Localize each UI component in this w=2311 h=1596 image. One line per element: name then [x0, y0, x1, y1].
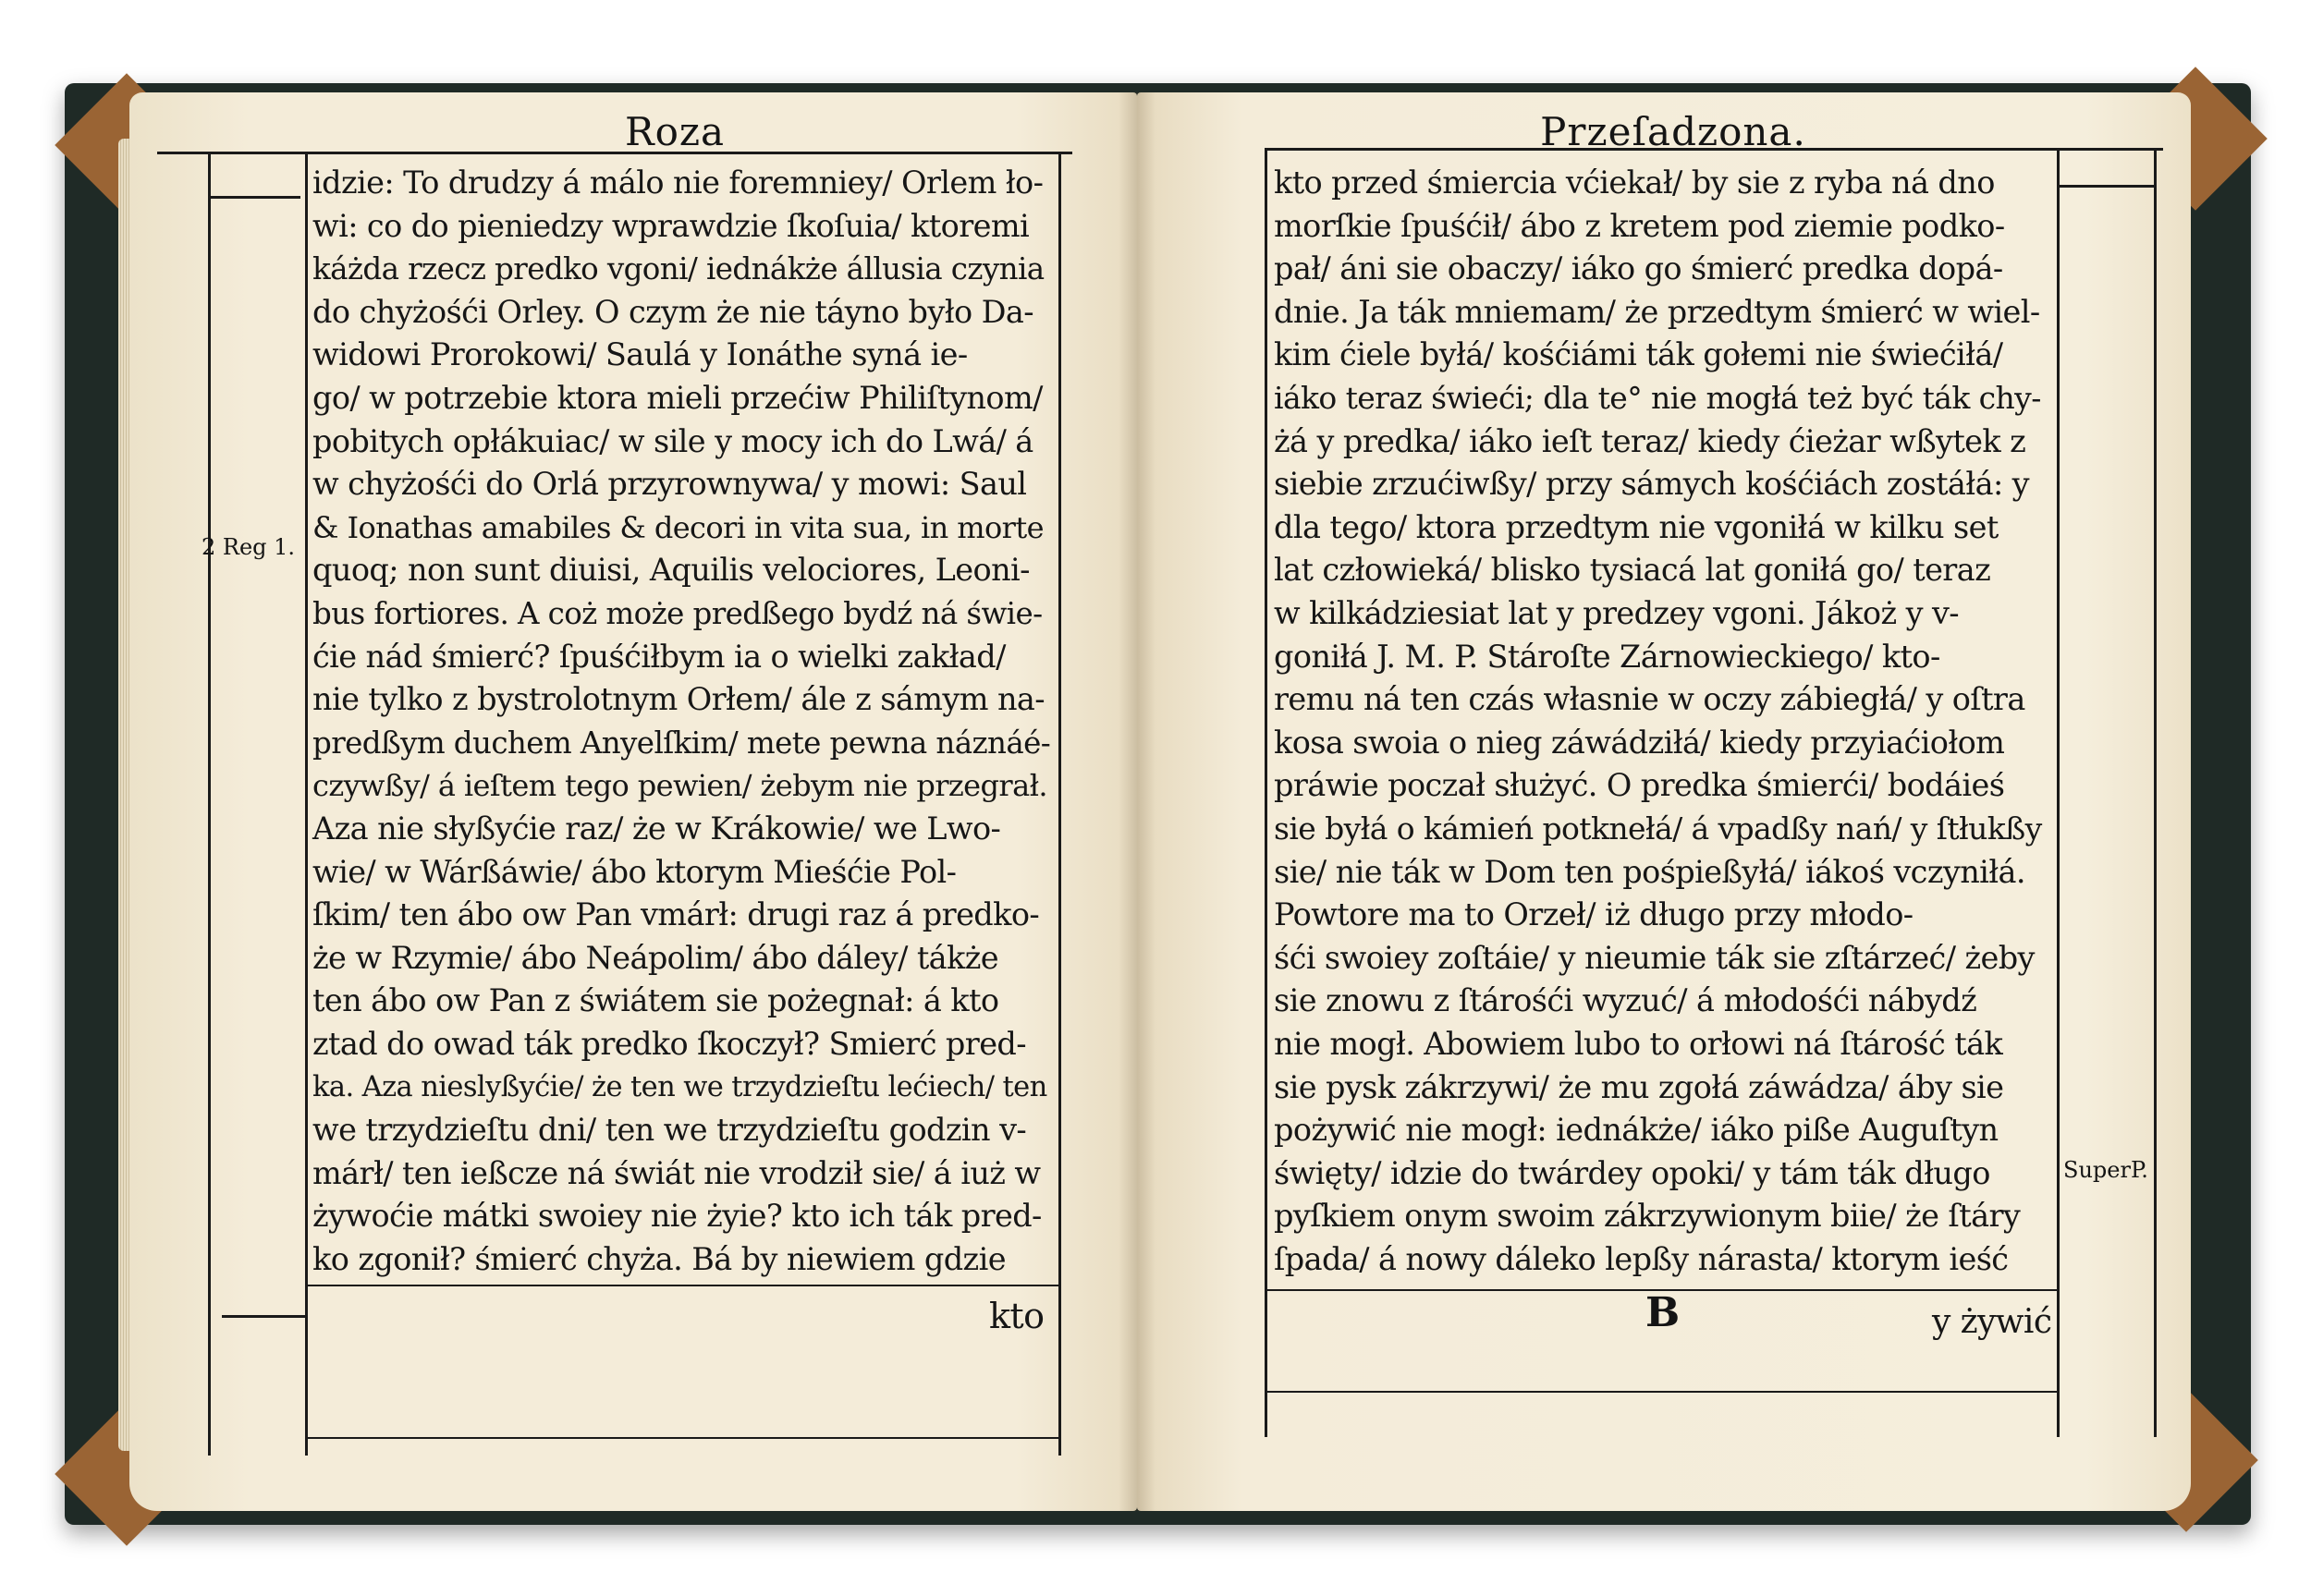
left-bottom-rule [305, 1285, 1058, 1286]
left-text-line: ſkim/ ten ábo ow Pan vmárł: drugi raz á predko- [312, 896, 1040, 933]
right-text-vertical-rule [2057, 148, 2060, 1437]
left-text-line: do chyżośći Orley. O czym że nie táyno było Da- [312, 293, 1033, 330]
left-text-line: w chyżośći do Orlá przyrownywa/ y mowi: Saul [312, 466, 1027, 503]
right-text-line: Powtore ma to Orzeł/ iż długo przy młodo- [1274, 896, 1914, 933]
right-catchword: y żywić [1932, 1303, 2052, 1341]
signature-mark: B [1645, 1289, 1681, 1336]
left-text-line: go/ w potrzebie ktora mieli przećiw Philiſtynom/ [312, 380, 1043, 416]
left-text-line: bus fortiores. A coż może predßego bydź ná świe- [312, 596, 1043, 631]
right-text-line: lat człowieká/ blisko tysiacá lat goniłá go/ teraz [1274, 552, 1991, 589]
right-text-line: iáko teraz świeći; dla te° nie mogłá też być ták chy- [1274, 380, 2041, 416]
left-text-line: nie tylko z bystrolotnym Orłem/ ále z sámym na- [312, 681, 1045, 718]
left-text-line: káżda rzecz predko vgoni/ iednákże állusia czynia [312, 251, 1045, 287]
left-text-line: że w Rzymie/ ábo Neápolim/ ábo dáley/ tákże [312, 939, 999, 976]
left-text-line: we trzydzieſtu dni/ ten we trzydzieſtu godzin v- [312, 1112, 1027, 1149]
right-text-line: w kilkádziesiat lat y predzey vgoni. Jákoż y v- [1274, 595, 1960, 631]
left-text-line: pobitych opłákuiac/ w sile y mocy ich do Lwá/ á [312, 422, 1033, 459]
book-gutter [1119, 92, 1156, 1511]
right-text-line: sie znowu z ſtárośći wyzuć/ á młodośći nábydź [1274, 982, 1977, 1019]
right-text-line: żá y predka/ iáko ieſt teraz/ kiedy ćieżar wßytek z [1274, 422, 2026, 459]
right-text-line: śći swoiey zoſtáie/ y nieumie ták sie zſtárzeć/ żeby [1274, 939, 2035, 976]
right-text-line: goniłá J. M. P. Stároſte Zárnowieckiego/ kto- [1274, 638, 1940, 675]
right-text-line: siebie zrzućiwßy/ przy sámych kośćiách zostáłá: y [1274, 466, 2029, 503]
left-text-line: żywoćie mátki swoiey nie żyie? kto ich ták pred- [312, 1198, 1042, 1235]
right-text-line: kosa swoia o nieg záwádziłá/ kiedy przyiaćiołom [1274, 724, 2005, 761]
right-text-line: dla tego/ ktora przedtym nie vgoniłá w kilku set [1274, 508, 1999, 545]
left-inner-vertical-rule [305, 152, 308, 1456]
left-text-line: predßym duchem Anyelſkim/ mete pewna náznáé- [312, 725, 1051, 761]
right-foot-rule [1267, 1391, 2058, 1393]
left-text-line: czywßy/ á ieſtem tego pewien/ żebym nie przegrał. [312, 768, 1047, 804]
right-text-line: dnie. Ja ták mniemam/ że przedtym śmierć w wiel- [1274, 293, 2040, 330]
right-text-line: práwie poczał służyć. O predka śmierći/ bodáieś [1274, 767, 2005, 804]
right-text-line: pyſkiem onym swoim zákrzywionym biie/ że ſtáry [1274, 1198, 2021, 1235]
left-text-line: Aza nie słyßyćie raz/ że w Krákowie/ we Lwo- [312, 810, 1001, 847]
right-text-line: pożywić nie mogł: iednákże/ iáko piße Auguſtyn [1274, 1112, 1999, 1149]
right-margin-note: SuperP. [2063, 1157, 2148, 1183]
right-text-line: sie/ nie ták w Dom ten pośpießyłá/ iákoś vczyniłá. [1274, 853, 2025, 890]
left-margin-top-rule [208, 196, 300, 199]
left-text-line: ten ábo ow Pan z świátem sie pożegnał: á kto [312, 982, 999, 1019]
left-text-line: idzie: To drudzy á málo nie foremniey/ Orlem ło- [312, 164, 1044, 201]
right-text-line: kim ćiele byłá/ kośćiámi ták gołemi nie świećiłá/ [1274, 336, 2003, 373]
left-text-line: & Ionathas amabiles & decori in vita sua, in morte [312, 509, 1044, 545]
left-text-line: quoq; non sunt diuisi, Aquilis velociores, Leoni- [312, 552, 1030, 589]
right-text-line: morſkie ſpuśćił/ ábo z kretem pod ziemie podko- [1274, 207, 2005, 244]
right-left-vertical-rule [1265, 148, 1267, 1437]
right-text-line: sie pysk zákrzywi/ że mu zgołá záwádza/ áby sie [1274, 1068, 2004, 1105]
left-text-line: ztad do owad ták predko ſkoczył? Smierć pred- [312, 1026, 1026, 1062]
right-outer-vertical-rule [2154, 148, 2157, 1437]
right-text-line: święty/ idzie do twárdey opoki/ y tám ták długo [1274, 1154, 1990, 1191]
left-text-vertical-rule [1058, 152, 1061, 1456]
right-text-line: nie mogł. Abowiem lubo to orłowi ná ſtárość ták [1274, 1026, 2003, 1062]
right-margin-top-rule [2060, 185, 2157, 188]
left-text-line: ćie nád śmierć? ſpuśćiłbym ia o wielki zakład/ [312, 638, 1006, 675]
right-text-line: ſpada/ á nowy dáleko lepßy nárasta/ ktorym ieść [1274, 1241, 2009, 1277]
left-catchword: kto [989, 1296, 1045, 1336]
left-text-line: wi: co do pieniedzy wprawdzie ſkoſuia/ ktoremi [312, 207, 1030, 244]
left-text-line: márł/ ten ießcze ná świát nie vrodził sie/ á iuż w [312, 1154, 1041, 1191]
left-margin-bottom-rule [222, 1315, 305, 1318]
right-text-line: remu ná ten czás własnie w oczy zábiegłá/ y oſtra [1274, 681, 2025, 718]
left-text-line: ka. Aza nieslyßyćie/ że ten we trzydzieſtu lećiech/ ten [312, 1070, 1047, 1103]
left-margin-note: 2 Reg 1. [202, 534, 296, 560]
right-text-line: kto przed śmiercia vćiekał/ by sie z ryba ná dno [1274, 164, 1995, 201]
left-text-line: ko zgonił? śmierć chyża. Bá by niewiem gdzie [312, 1241, 1006, 1277]
left-outer-vertical-rule [208, 152, 211, 1456]
right-text-line: pał/ áni sie obaczy/ iáko go śmierć predka dopá- [1274, 250, 2003, 287]
right-text-line: sie byłá o kámień potknełá/ á vpadßy nań/ y ſtłukßy [1274, 810, 2042, 847]
left-text-line: wie/ w Wárßáwie/ ábo ktorym Mieśćie Pol- [312, 853, 957, 890]
left-text-line: widowi Prorokowi/ Saulá y Ionáthe syná ie- [312, 336, 968, 373]
left-running-head: Roza [624, 109, 726, 154]
left-foot-rule [305, 1437, 1058, 1439]
right-running-head: Przeſadzona. [1540, 109, 1806, 154]
